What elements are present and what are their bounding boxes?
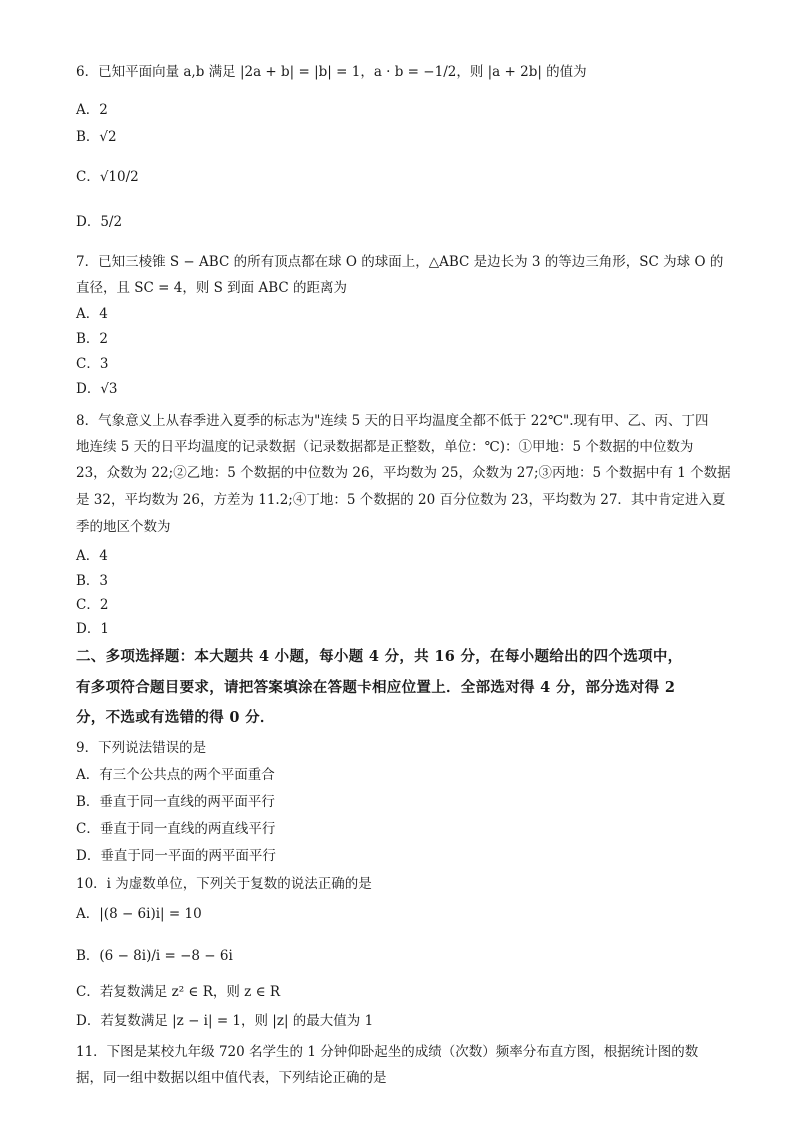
q7-option-a: A．4 bbox=[76, 306, 108, 322]
q8-option-c: C．2 bbox=[76, 597, 109, 613]
q10-option-a: A．|(8 − 6i)i| = 10 bbox=[76, 906, 202, 922]
q10-option-c: C．若复数满足 z² ∈ R，则 z ∈ R bbox=[76, 984, 281, 1000]
q6-option-c: C．√10/2 bbox=[76, 169, 139, 185]
q11-stem-line-1: 11．下图是某校九年级 720 名学生的 1 分钟仰卧起坐的成绩（次数）频率分布直方图，根据统计图的数 bbox=[76, 1044, 699, 1060]
q6-option-a: A．2 bbox=[76, 102, 108, 118]
q10-option-d: D．若复数满足 |z − i| = 1，则 |z| 的最大值为 1 bbox=[76, 1013, 374, 1029]
q8-stem-line-2: 地连续 5 天的日平均温度的记录数据（记录数据都是正整数，单位：℃)：①甲地：5 个数据的中位数为 bbox=[76, 439, 694, 455]
q7-option-b: B．2 bbox=[76, 331, 109, 347]
section-2-heading-line-2: 有多项符合题目要求，请把答案填涂在答题卡相应位置上．全部选对得 4 分，部分选对得 2 bbox=[76, 679, 676, 696]
q9-option-c: C．垂直于同一直线的两直线平行 bbox=[76, 821, 276, 837]
q8-stem-line-3: 23，众数为 22;②乙地：5 个数据的中位数为 26，平均数为 25，众数为 27;③丙地：5 个数据中有 1 个数据 bbox=[76, 465, 731, 481]
q10-option-b: B．(6 − 8i)/i = −8 − 6i bbox=[76, 948, 233, 964]
q8-stem-line-4: 是 32，平均数为 26，方差为 11.2;④丁地：5 个数据的 20 百分位数为 23，平均数为 27．其中肯定进入夏 bbox=[76, 492, 726, 508]
q8-stem-line-1: 8．气象意义上从春季进入夏季的标志为"连续 5 天的日平均温度全都不低于 22℃".现有甲、乙、丙、丁四 bbox=[76, 413, 709, 429]
q6-option-d: D．5/2 bbox=[76, 214, 123, 230]
q6-option-b: B．√2 bbox=[76, 129, 117, 145]
q7-option-d: D．√3 bbox=[76, 381, 118, 397]
q7-option-c: C．3 bbox=[76, 356, 109, 372]
q8-option-b: B．3 bbox=[76, 573, 109, 589]
q8-option-d: D．1 bbox=[76, 621, 109, 637]
q7-stem-line-2: 直径，且 SC = 4，则 S 到面 ABC 的距离为 bbox=[76, 280, 348, 296]
q9-stem: 9．下列说法错误的是 bbox=[76, 740, 207, 756]
section-2-heading-line-3: 分，不选或有选错的得 0 分． bbox=[76, 709, 275, 726]
q9-option-a: A．有三个公共点的两个平面重合 bbox=[76, 767, 275, 783]
q11-stem-line-2: 据，同一组中数据以组中值代表，下列结论正确的是 bbox=[76, 1070, 387, 1086]
q6-stem: 6．已知平面向量 a,b 满足 |2a + b| = |b| = 1，a · b = −1/2，则 |a + 2b| 的值为 bbox=[76, 64, 587, 80]
q8-option-a: A．4 bbox=[76, 548, 108, 564]
section-2-heading-line-1: 二、多项选择题：本大题共 4 小题，每小题 4 分，共 16 分，在每小题给出的四个选项中， bbox=[76, 648, 683, 665]
q7-stem-line-1: 7．已知三棱锥 S − ABC 的所有顶点都在球 O 的球面上，△ABC 是边长为 3 的等边三角形，SC 为球 O 的 bbox=[76, 254, 724, 270]
q9-option-b: B．垂直于同一直线的两平面平行 bbox=[76, 794, 275, 810]
q8-stem-line-5: 季的地区个数为 bbox=[76, 519, 171, 535]
q10-stem: 10．i 为虚数单位，下列关于复数的说法正确的是 bbox=[76, 876, 372, 892]
q9-option-d: D．垂直于同一平面的两平面平行 bbox=[76, 848, 276, 864]
